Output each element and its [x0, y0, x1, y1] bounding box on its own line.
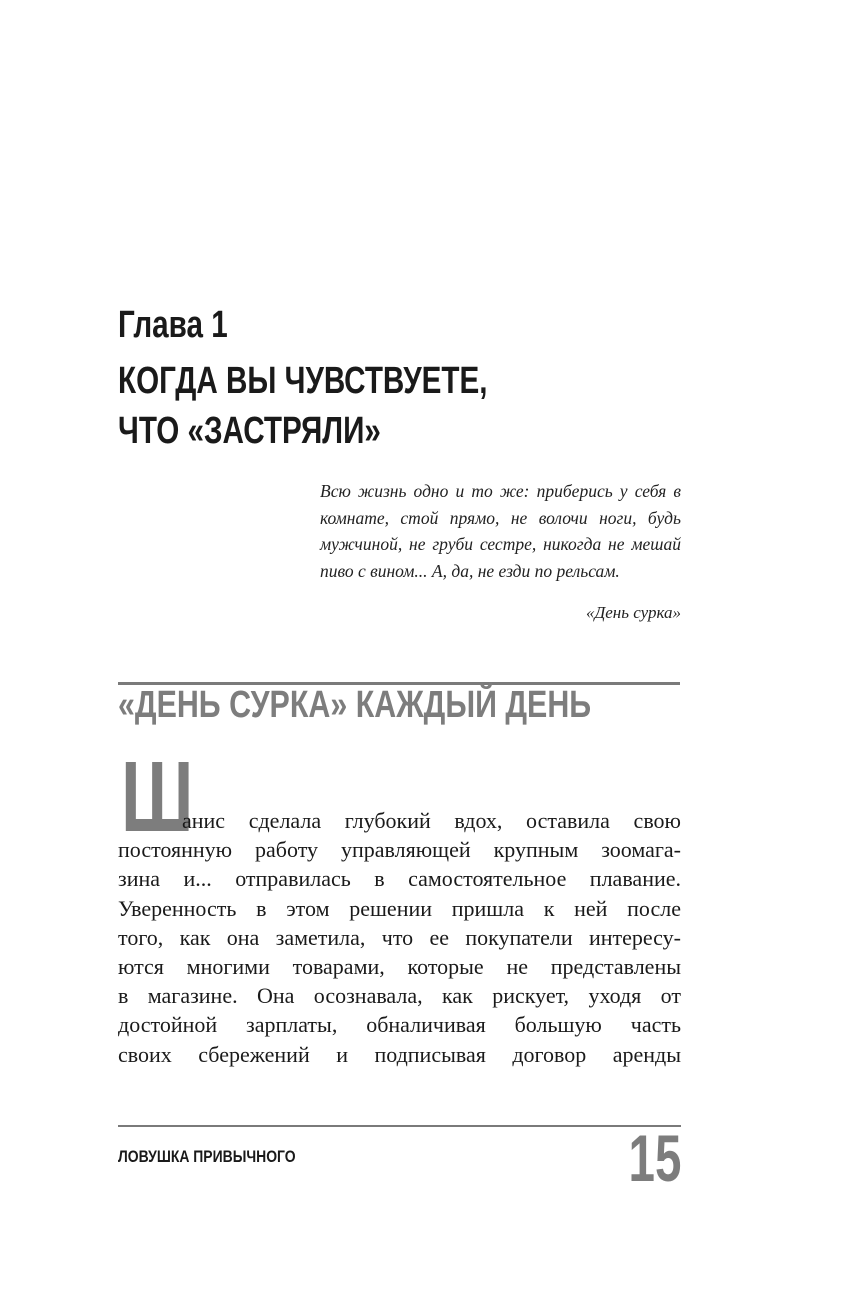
body-line: зина и... отправилась в самостоятельное плавание.: [118, 866, 681, 892]
chapter-label: Глава 1: [118, 304, 228, 346]
body-line: того, как она заметила, что ее покупатели интересу-: [118, 924, 681, 950]
body-line: достойной зарплаты, обналичивая большую часть: [118, 1012, 681, 1038]
chapter-title: [118, 356, 488, 456]
chapter-title-line: ЧТО «ЗАСТРЯЛИ»: [118, 410, 381, 452]
body-line: в магазине. Она осознавала, как рискует, уходя от: [118, 983, 681, 1009]
body-line: постоянную работу управляющей крупным зоомага-: [118, 837, 681, 863]
body-paragraph: [118, 806, 681, 1069]
running-title: ЛОВУШКА ПРИВЫЧНОГО: [118, 1147, 296, 1166]
body-line: своих сбережений и подписывая договор аренды: [118, 1041, 681, 1067]
body-line: ются многими товарами, которые не представлены: [118, 953, 681, 979]
page-number: 15: [628, 1121, 681, 1195]
chapter-title-line: КОГДА ВЫ ЧУВСТВУЕТЕ,: [118, 360, 488, 402]
epigraph-quote: Всю жизнь одно и то же: приберись у себя в комнате, стой прямо, не волочи ноги, будь мужчиной, не груби сестре, никогда не мешай пиво с вином... А, да, не езди по рельсам.: [320, 481, 681, 581]
footer-divider: [118, 1125, 681, 1127]
section-heading: «ДЕНЬ СУРКА» КАЖДЫЙ ДЕНЬ: [118, 684, 592, 726]
body-line: анис сделала глубокий вдох, оставила свою: [182, 808, 681, 833]
epigraph-source: «День сурка»: [585, 603, 681, 622]
drop-cap-letter: Ш: [121, 741, 194, 853]
body-line: Уверенность в этом решении пришла к ней после: [118, 895, 681, 921]
